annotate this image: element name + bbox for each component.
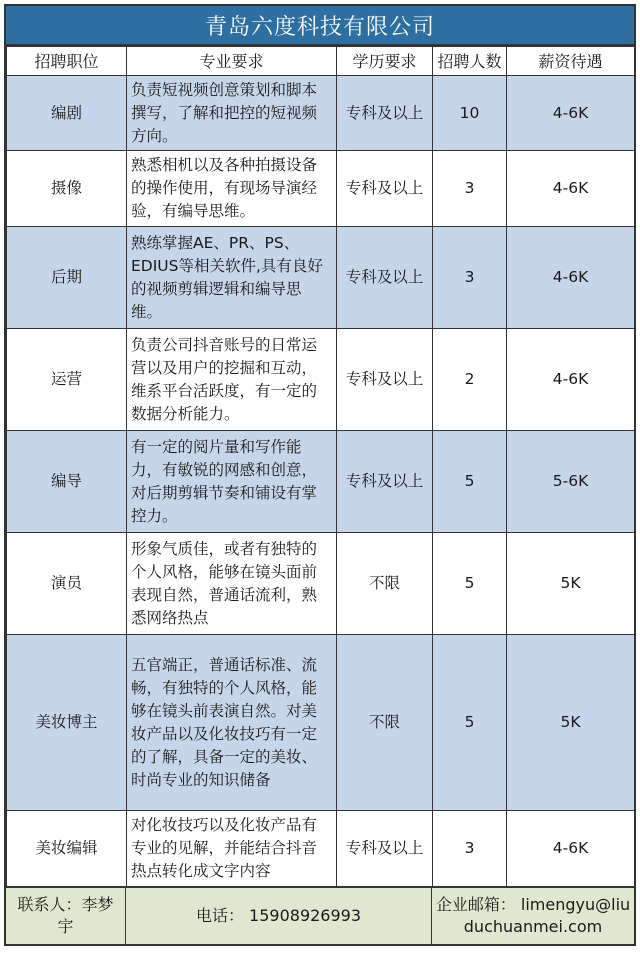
- cell-count: 3: [433, 227, 507, 329]
- table-row: [7, 151, 635, 227]
- cell-salary: 5K: [507, 635, 635, 811]
- header-row: [7, 47, 635, 76]
- job-table: [6, 46, 635, 887]
- cell-count: 5: [433, 635, 507, 811]
- header-requirement: 专业要求: [127, 47, 337, 76]
- cell-requirement: 负责公司抖音账号的日常运营以及用户的挖掘和互动，维系平台活跃度，有一定的数据分析能力。: [127, 329, 337, 431]
- cell-salary: 4-6K: [507, 329, 635, 431]
- table-row: [7, 811, 635, 887]
- cell-count: 5: [433, 533, 507, 635]
- cell-position: 运营: [7, 329, 127, 431]
- cell-position: 编剧: [7, 76, 127, 151]
- cell-requirement: 对化妆技巧以及化妆产品有专业的见解，并能结合抖音热点转化成文字内容: [127, 811, 337, 887]
- cell-count: 2: [433, 329, 507, 431]
- contact-footer: [6, 887, 634, 944]
- cell-requirement: 形象气质佳，或者有独特的个人风格，能够在镜头面前表现自然，普通话流利，熟悉网络热点: [127, 533, 337, 635]
- table-row: [7, 329, 635, 431]
- table-row: [7, 431, 635, 533]
- header-salary: 薪资待遇: [507, 47, 635, 76]
- cell-position: 编导: [7, 431, 127, 533]
- contact-person: 联系人：李梦宇: [6, 888, 126, 944]
- recruitment-table-sheet: [4, 4, 636, 946]
- cell-education: 专科及以上: [337, 227, 433, 329]
- cell-requirement: 五官端正，普通话标准、流畅，有独特的个人风格，能够在镜头前表演自然。对美妆产品以及化妆技巧有一定的了解，具备一定的美妆、时尚专业的知识储备: [127, 635, 337, 811]
- company-title: 青岛六度科技有限公司: [6, 6, 634, 46]
- cell-position: 后期: [7, 227, 127, 329]
- cell-requirement: 有一定的阅片量和写作能力，有敏锐的网感和创意，对后期剪辑节奏和铺设有掌控力。: [127, 431, 337, 533]
- cell-position: 摄像: [7, 151, 127, 227]
- cell-requirement: 熟悉相机以及各种拍摄设备的操作使用，有现场导演经验，有编导思维。: [127, 151, 337, 227]
- contact-email: 企业邮箱： limengyu@liuduchuanmei.com: [435, 895, 631, 936]
- cell-salary: 5-6K: [507, 431, 635, 533]
- header-position: 招聘职位: [7, 47, 127, 76]
- cell-position: 演员: [7, 533, 127, 635]
- cell-education: 不限: [337, 533, 433, 635]
- cell-education: 不限: [337, 635, 433, 811]
- cell-salary: 4-6K: [507, 227, 635, 329]
- cell-education: 专科及以上: [337, 151, 433, 227]
- contact-phone: 电话： 15908926993: [126, 888, 432, 944]
- table-row: [7, 533, 635, 635]
- cell-salary: 5K: [507, 533, 635, 635]
- cell-count: 3: [433, 151, 507, 227]
- cell-position: 美妆博主: [7, 635, 127, 811]
- cell-position: 美妆编辑: [7, 811, 127, 887]
- cell-education: 专科及以上: [337, 431, 433, 533]
- header-education: 学历要求: [337, 47, 433, 76]
- cell-count: 3: [433, 811, 507, 887]
- cell-education: 专科及以上: [337, 329, 433, 431]
- cell-salary: 4-6K: [507, 811, 635, 887]
- cell-requirement: 负责短视频创意策划和脚本撰写，了解和把控的短视频方向。: [127, 76, 337, 151]
- cell-count: 5: [433, 431, 507, 533]
- table-row: [7, 76, 635, 151]
- cell-education: 专科及以上: [337, 76, 433, 151]
- header-count: 招聘人数: [433, 47, 507, 76]
- cell-salary: 4-6K: [507, 76, 635, 151]
- cell-count: 10: [433, 76, 507, 151]
- cell-requirement: 熟练掌握AE、PR、PS、EDIUS等相关软件,具有良好的视频剪辑逻辑和编导思维。: [127, 227, 337, 329]
- cell-salary: 4-6K: [507, 151, 635, 227]
- table-row: [7, 635, 635, 811]
- table-row: [7, 227, 635, 329]
- cell-education: 专科及以上: [337, 811, 433, 887]
